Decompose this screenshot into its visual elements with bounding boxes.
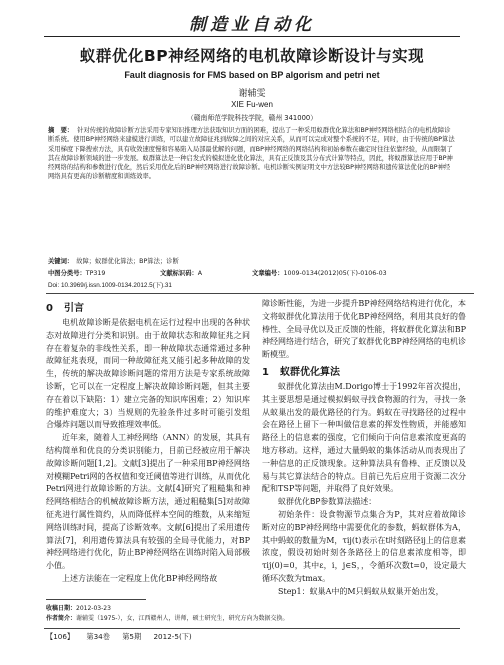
classification-meta xyxy=(48,268,468,277)
abstract-text: 针对传统的故障诊断方法采用专家知识推理方法获取知识方面的困难，提出了一种采用蚁群优化算法和BP神经网络相结合的电机故障诊断系统。使用BP神经网络来建模进行训练，可以建立故障征兆到故障之间的对应关系，从而可以完成对整个系统的不足，同时，由于传统的BP算法采用梯度下降搜索方法，具有收敛速度慢和容易陷入局部最优解的问题，而BP神经网络的网络结构和初始参数在确定时往往依靠经验，从而限制了其在故障诊断领域的进一步发展。蚁群算法是一种启发式的模拟进化优化算法，具有正反馈及其分布式计算等特点，因此，将蚁群算法应用于BP神经网络的结构和参数进行优化，然后采用优化后的BP神经网络进行故障诊断。电机诊断实例证明文中方法较BP神经网络和遗传算法优化的BP神经网络具有更高的诊断精度和训练效率。 xyxy=(48,127,455,181)
issue-date: 2012-5(下) xyxy=(153,632,192,641)
paragraph: 初始条件：设食物源节点集合为P，其对应着故障诊断对应的BP神经网络中需要优化的参数，蚂蚁群体为A，其中蚂蚁的数量为M，τij(t)表示在t时刻路径ij上的信息素浓度，假设初始时刻各条路径上的信息素浓度相等，即τij(0)=0，其中ε，i，j∈S，，令循环次数t=0，设定最大循环次数为tmax。 xyxy=(262,509,466,583)
section-number: 0 xyxy=(46,303,53,314)
keywords-text: 故障；蚁群优化算法；BP算法；诊断 xyxy=(76,258,179,265)
section-number: 1 xyxy=(262,366,269,378)
page-number: 【106】 xyxy=(46,632,75,641)
section-title: 引言 xyxy=(64,303,84,314)
clc-value: TP319 xyxy=(85,270,106,277)
abstract xyxy=(48,126,456,182)
footnote-author xyxy=(46,613,466,622)
article-no-value: 1009-0134(2012)05(下)-0106-03 xyxy=(283,270,387,277)
abstract-divider xyxy=(46,293,474,294)
article-title-en: Fault diagnosis for FMS based on BP algorism and petri net xyxy=(124,70,380,80)
footnote-rule xyxy=(46,599,146,600)
article-title: 蚁群优化BP神经网络的电机故障诊断设计与实现 xyxy=(79,47,425,65)
paragraph: 障诊断性能，为进一步提升BP神经网络结构进行优化，本文将蚁群优化算法用于优化BP神经网络，利用其良好的鲁棒性、全局寻优以及正反馈的性能，将蚁群优化算法和BP神经网络进行结合，研究了蚁群优化BP神经网络的电机诊断模型。 xyxy=(262,299,466,360)
page-footer xyxy=(46,632,202,642)
keywords-label: 关键词： xyxy=(48,258,74,265)
paragraph: Step1：蚁巢A中的M只蚂蚁从蚁巢开始出发， xyxy=(278,586,444,596)
keywords xyxy=(48,256,456,265)
doc-code-label: 文献标识码： xyxy=(160,270,198,277)
doi: Doi: 10.3969/j.issn.1009-0134.2012.5(下).31 xyxy=(48,282,172,289)
volume: 第34卷 xyxy=(86,632,110,641)
subheading: 蚁群优化BP参数算法描述： xyxy=(278,497,377,507)
abstract-label: 摘 要： xyxy=(48,127,74,134)
paragraph: 电机故障诊断是依据电机在运行过程中出现的各种状态对故障进行分类和识别。由于故障状态和故障征兆之间存在着复杂的非线性关系，即一种故障状态通常通过多种故障征兆表现，而同一种故障征兆又能引起多种故障的发生，传统的解决故障诊断问题的常用方法是专家系统故障诊断，它可以在一定程度上解决故障诊断问题，但其主要存在着以下缺陷：1）建立完备的知识库困难；2）知识库的维护难度大；3）当规则的先验条件过多时可能引发组合爆炸问题以而导致推理效率低。 xyxy=(46,318,250,430)
section-heading-intro xyxy=(46,300,250,317)
issue: 第5期 xyxy=(122,632,142,641)
received-date: 2012-03-23 xyxy=(76,605,111,612)
author-name: 谢辅雯 xyxy=(238,89,266,99)
author-affiliation: （赣南师范学院科技学院，赣州 341000） xyxy=(186,114,318,122)
journal-logo: 制造业自动化 xyxy=(189,15,315,35)
column-right xyxy=(262,298,466,599)
footnote-received xyxy=(46,603,466,612)
article-no-label: 文章编号： xyxy=(252,270,284,277)
section-heading-aco xyxy=(262,364,466,381)
section-title: 蚁群优化算法 xyxy=(280,366,340,378)
received-label: 收稿日期： xyxy=(46,605,77,612)
doc-code-value: A xyxy=(197,270,203,277)
clc-label: 中图分类号： xyxy=(48,270,86,277)
paragraph: 上述方法能在一定程度上优化BP神经网络故 xyxy=(62,573,218,583)
author-bio: 谢辅雯（1975-），女，江西赣州人，讲师，硕士研究生，研究方向为数据交换。 xyxy=(76,615,289,622)
header-rule xyxy=(44,36,460,37)
author-bio-label: 作者简介： xyxy=(46,615,77,622)
page-footer-rule xyxy=(44,628,460,629)
paragraph: 蚁群优化算法由M.Dorigo博士于1992年首次提出，其主要思想是通过模拟蚂蚁寻找食物源的行为，寻找一条从蚁巢出发的最优路径的行为。蚂蚁在寻找路径的过程中会在路径上留下一种叫做信息素的挥发性物质，并能感知路径上的信息素的强度，它们倾向于向信息素浓度更高的地方移动。这样，通过大量蚂蚁的集体活动从而表现出了一种信息的正反馈现象。这种算法具有鲁棒、正反馈以及易与其它算法结合的特点。目前已先后应用于资源二次分配和TSP等问题，并取得了良好效果。 xyxy=(262,381,466,494)
column-left xyxy=(46,298,250,586)
paragraph: 近年来，随着人工神经网络（ANN）的发展，其具有结构简单和优良的分类识别能力，目前已经被应用于解决故障诊断问题[1,2]。文献[3]提出了一种采用BP神经网络对模糊Petri网的各权值和变迁阈值等进行训练，从而优化Petri网进行故障诊断的方法。文献[4]研究了粗糙集和神经网络相结合的机械故障诊断方法，通过粗糙集[5]对故障征兆进行属性简约，从而降低样本空间的维数，从来缩短网络训练时间，提高了诊断效率。文献[6]提出了采用遗传算法[7]，利用遗传算法具有较强的全局寻优能力，对BP神经网络进行优化，防止BP神经网络在训练时陷入局部极小值。 xyxy=(46,433,250,571)
author-name-en: XIE Fu-wen xyxy=(231,100,273,109)
